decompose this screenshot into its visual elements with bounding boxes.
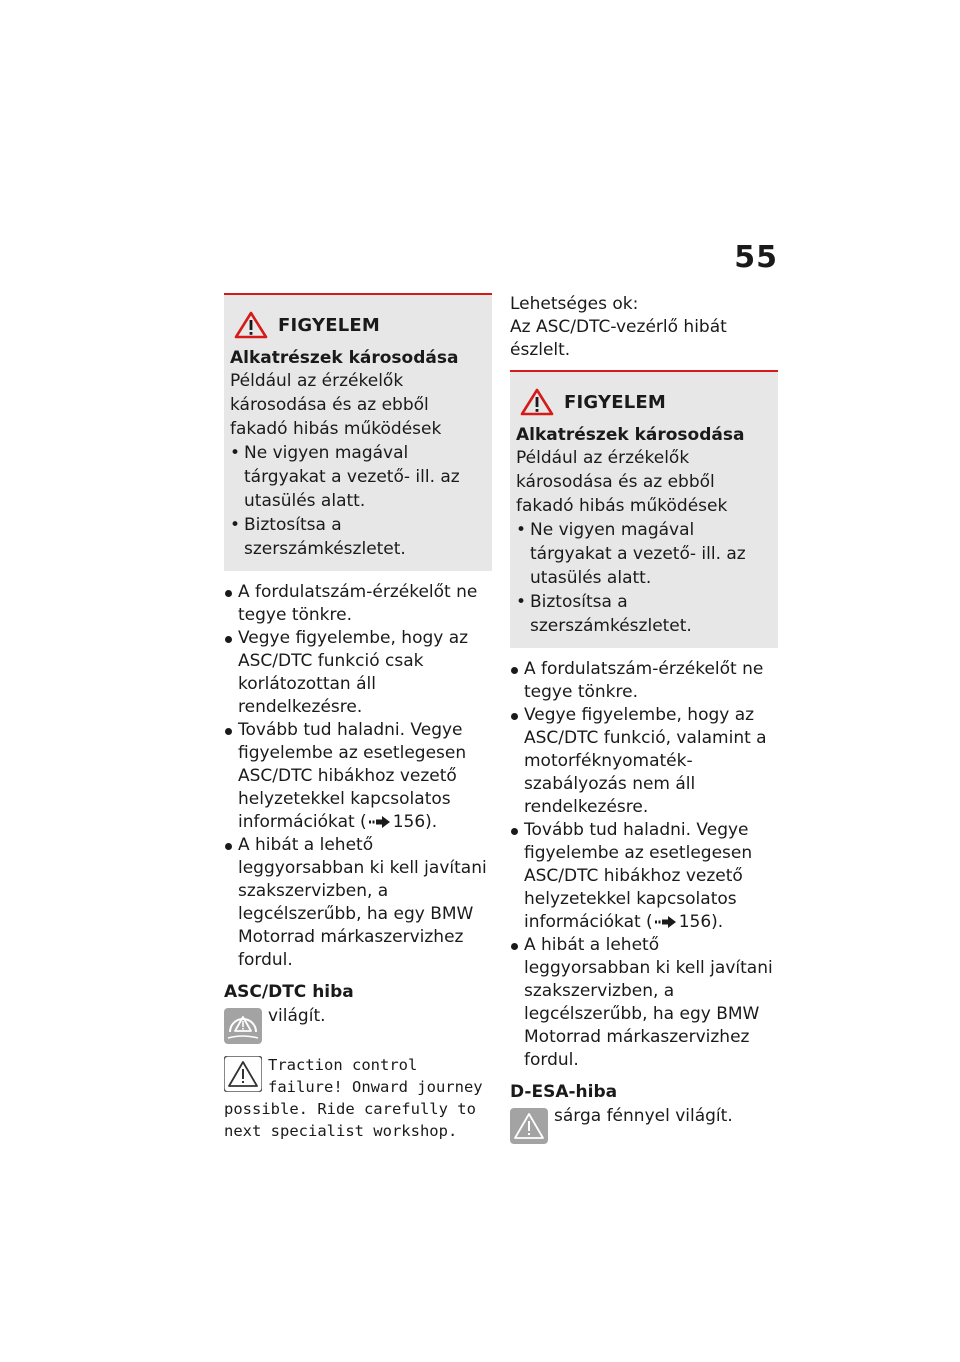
section-heading: D-ESA-hiba [510,1082,618,1102]
warning-list-item: • Ne vigyen magával tárgyakat a vezető- ill. az utasülés alatt. [230,441,484,513]
indicator-row [510,1104,778,1144]
page-reference-link[interactable]: 156 [392,812,426,832]
list-item [224,719,492,834]
indicator-text: sárga fénnyel világít. [554,1106,733,1126]
list-item-text: Tovább tud haladni. Vegye figyelembe az esetlegesen ASC/DTC hibákhoz vezető helyzetekkel kapcsolatos információkat ( [524,820,753,932]
page-reference-arrow-icon [655,916,677,928]
list-item-text: Tovább tud haladni. Vegye figyelembe az esetlegesen ASC/DTC hibákhoz vezető helyzetekkel kapcsolatos információkat ( [238,720,467,832]
instruction-list [224,581,492,972]
general-warning-icon [224,1056,262,1092]
warning-header [234,311,484,339]
warning-triangle-icon [234,311,268,339]
warning-list [230,441,484,561]
list-item [510,819,778,934]
page-reference-link[interactable]: 156 [678,912,712,932]
list-item: A fordulatszám-érzékelőt ne tegye tönkre. [224,581,492,627]
warning-text: Például az érzékelők károsodása és az ebből fakadó hibás működések [516,448,728,516]
warning-label: FIGYELEM [278,314,380,336]
warning-label: FIGYELEM [564,391,666,413]
instruction-list [510,658,778,1072]
display-message [224,1054,492,1142]
page-number: 55 [734,240,778,275]
warning-list-item: • Ne vigyen magával tárgyakat a vezető- ill. az utasülés alatt. [516,518,770,590]
list-item-text: ). [425,812,438,832]
warning-header [520,388,770,416]
warning-list [516,518,770,638]
warning-title: Alkatrészek károsodása [516,425,745,445]
list-item: A hibát a lehető leggyorsabban ki kell javítani szakszervizben, a legcélszerűbb, ha egy BMW Motorrad márkaszervizhez fordul. [224,834,492,972]
warning-list-item: • Biztosítsa a szerszámkészletet. [230,513,484,561]
warning-triangle-icon [520,388,554,416]
warning-list-item: • Biztosítsa a szerszámkészletet. [516,590,770,638]
warning-title: Alkatrészek károsodása [230,348,459,368]
indicator-row [224,1004,492,1044]
left-column [224,293,492,1142]
possible-cause-text: Az ASC/DTC-vezérlő hibát észlelt. [510,317,727,360]
list-item: Vegye figyelembe, hogy az ASC/DTC funkció csak korlátozottan áll rendelkezésre. [224,627,492,719]
page-reference-arrow-icon [369,816,391,828]
possible-cause-label: Lehetséges ok: [510,294,639,314]
right-column [510,293,778,1144]
warning-box [224,293,492,571]
asc-dtc-warning-lamp-icon [224,1008,262,1044]
list-item: A fordulatszám-érzékelőt ne tegye tönkre. [510,658,778,704]
indicator-text: világít. [268,1006,326,1026]
list-item: A hibát a lehető leggyorsabban ki kell javítani szakszervizben, a legcélszerűbb, ha egy BMW Motorrad márkaszervizhez fordul. [510,934,778,1072]
display-message-text: Traction control failure! Onward journey possible. Ride carefully to next specialist workshop. [224,1056,483,1140]
damping-warning-lamp-icon [510,1108,548,1144]
list-item: Vegye figyelembe, hogy az ASC/DTC funkció, valamint a motorféknyomaték-szabályozás nem áll rendelkezésre. [510,704,778,819]
warning-text: Például az érzékelők károsodása és az ebből fakadó hibás működések [230,371,442,439]
list-item-text: ). [711,912,724,932]
warning-box [510,372,778,648]
section-heading: ASC/DTC hiba [224,982,354,1002]
